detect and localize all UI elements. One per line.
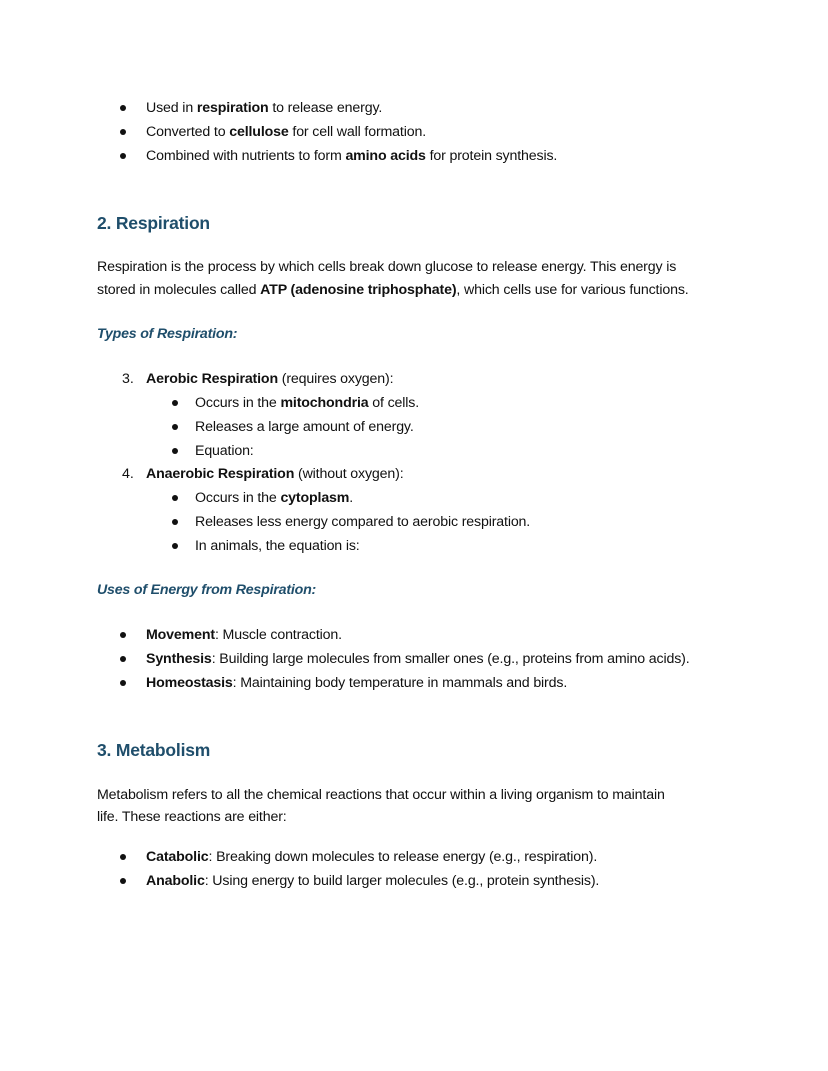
bullet-icon — [172, 424, 178, 430]
list-item: Homeostasis: Maintaining body temperature in mammals and birds. — [146, 675, 568, 691]
subheading-uses-of-energy: Uses of Energy from Respiration: — [97, 582, 317, 598]
bullet-icon — [120, 129, 126, 135]
bullet-icon — [120, 105, 126, 111]
list-item: Releases less energy compared to aerobic respiration. — [195, 514, 531, 530]
paragraph-line: Metabolism refers to all the chemical reactions that occur within a living organism to maintain — [97, 787, 665, 803]
bullet-icon — [120, 878, 126, 884]
list-item: Converted to cellulose for cell wall formation. — [146, 124, 426, 140]
list-item: Combined with nutrients to form amino acids for protein synthesis. — [146, 148, 558, 164]
bullet-icon — [120, 153, 126, 159]
bullet-icon — [172, 519, 178, 525]
list-item: Occurs in the cytoplasm. — [195, 490, 354, 506]
list-number: 3. — [122, 371, 134, 387]
paragraph-line: life. These reactions are either: — [97, 809, 287, 825]
bullet-icon — [120, 656, 126, 662]
section-heading-respiration: 2. Respiration — [97, 213, 210, 233]
list-item: Used in respiration to release energy. — [146, 100, 383, 116]
bullet-icon — [172, 448, 178, 454]
section-heading-metabolism: 3. Metabolism — [97, 740, 211, 760]
bullet-icon — [172, 543, 178, 549]
list-item: Catabolic: Breaking down molecules to release energy (e.g., respiration). — [146, 849, 598, 865]
paragraph-line: stored in molecules called ATP (adenosine triphosphate), which cells use for various functions. — [97, 282, 689, 298]
bullet-icon — [120, 632, 126, 638]
subheading-types-of-respiration: Types of Respiration: — [97, 326, 238, 342]
list-item: Movement: Muscle contraction. — [146, 627, 342, 643]
list-item: In animals, the equation is: — [195, 538, 360, 554]
list-item: Releases a large amount of energy. — [195, 419, 414, 435]
list-item-title: Anaerobic Respiration (without oxygen): — [146, 466, 404, 482]
bullet-icon — [120, 854, 126, 860]
list-item-title: Aerobic Respiration (requires oxygen): — [146, 371, 394, 387]
list-item: Equation: — [195, 443, 254, 459]
bullet-icon — [172, 495, 178, 501]
list-number: 4. — [122, 466, 134, 482]
bullet-icon — [120, 680, 126, 686]
list-item: Synthesis: Building large molecules from smaller ones (e.g., proteins from amino acids). — [146, 651, 690, 667]
list-item: Occurs in the mitochondria of cells. — [195, 395, 420, 411]
list-item: Anabolic: Using energy to build larger molecules (e.g., protein synthesis). — [146, 873, 600, 889]
paragraph-line: Respiration is the process by which cells break down glucose to release energy. This energy is — [97, 259, 677, 275]
bullet-icon — [172, 400, 178, 406]
